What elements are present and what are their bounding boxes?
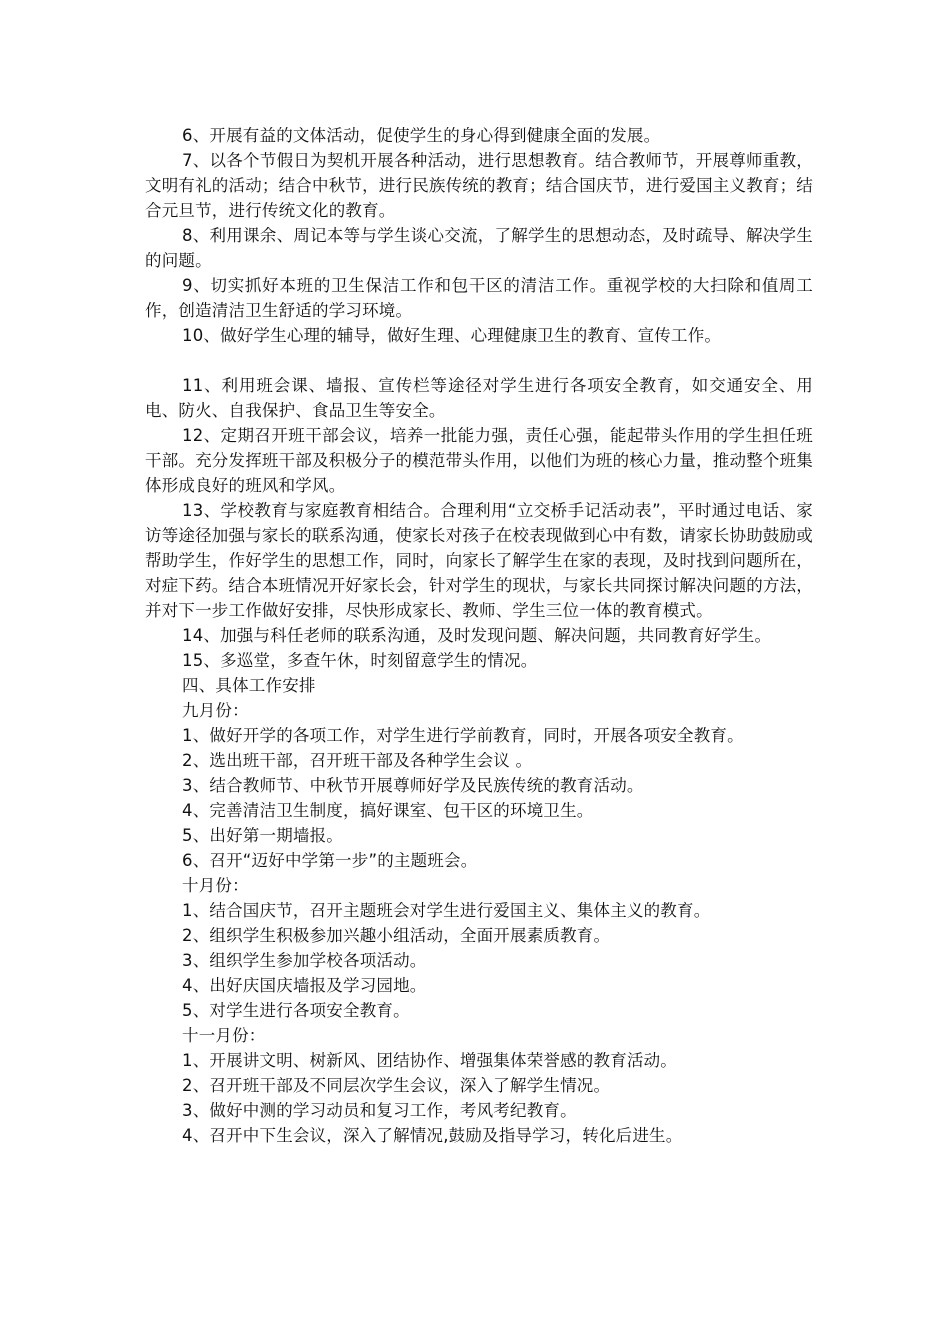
section-heading: 四、具体工作安排	[182, 676, 316, 695]
november-item-2: 2、召开班干部及不同层次学生会议，深入了解学生情况。	[182, 1076, 611, 1095]
october-item-4: 4、出好庆国庆墙报及学习园地。	[182, 976, 427, 995]
paragraph-item-7: 7、以各个节假日为契机开展各种活动，进行思想教育。结合教师节，开展尊师重教，文明有礼的活动；结合中秋节，进行民族传统的教育；结合国庆节，进行爱国主义教育；结合元旦节，进行传统文化的教育。	[145, 151, 813, 220]
paragraph-item-9: 9、切实抓好本班的卫生保洁工作和包干区的清洁工作。重视学校的大扫除和值周工作，创造清洁卫生舒适的学习环境。	[145, 276, 813, 320]
blank-line	[145, 348, 813, 373]
november-item-1: 1、开展讲文明、树新风、团结协作、增强集体荣誉感的教育活动。	[182, 1051, 677, 1070]
september-item-3: 3、结合教师节、中秋节开展尊师好学及民族传统的教育活动。	[182, 776, 644, 795]
october-item-5: 5、对学生进行各项安全教育。	[182, 1001, 410, 1020]
paragraph-item-6: 6、开展有益的文体活动，促使学生的身心得到健康全面的发展。	[182, 126, 661, 145]
paragraph-item-8: 8、利用课余、周记本等与学生谈心交流，了解学生的思想动态，及时疏导、解决学生的问题。	[145, 226, 813, 270]
month-heading-november: 十一月份：	[182, 1026, 266, 1045]
september-item-6: 6、召开“迈好中学第一步”的主题班会。	[182, 851, 478, 870]
september-item-1: 1、做好开学的各项工作，对学生进行学前教育，同时，开展各项安全教育。	[182, 726, 744, 745]
paragraph-item-14: 14、加强与科任老师的联系沟通，及时发现问题、解决问题，共同教育好学生。	[182, 626, 772, 645]
month-heading-september: 九月份：	[182, 701, 249, 720]
october-item-1: 1、结合国庆节，召开主题班会对学生进行爱国主义、集体主义的教育。	[182, 901, 711, 920]
november-item-4: 4、召开中下生会议，深入了解情况,鼓励及指导学习，转化后进生。	[182, 1126, 683, 1145]
september-item-2: 2、选出班干部，召开班干部及各种学生会议 。	[182, 751, 533, 770]
paragraph-item-11: 11、利用班会课、墙报、宣传栏等途径对学生进行各项安全教育，如交通安全、用电、防火、自我保护、食品卫生等安全。	[145, 376, 813, 420]
september-item-5: 5、出好第一期墙报。	[182, 826, 343, 845]
november-item-3: 3、做好中测的学习动员和复习工作，考风考纪教育。	[182, 1101, 577, 1120]
paragraph-item-15: 15、多巡堂，多查午休，时刻留意学生的情况。	[182, 651, 538, 670]
paragraph-item-10: 10、做好学生心理的辅导，做好生理、心理健康卫生的教育、宣传工作。	[182, 326, 722, 345]
paragraph-item-13: 13、学校教育与家庭教育相结合。合理利用“立交桥手记活动表”，平时通过电话、家访等途径加强与家长的联系沟通，使家长对孩子在校表现做到心中有数，请家长协助鼓励或帮助学生，作好学生的思想工作，同时，向家长了解学生在家的表现，及时找到问题所在，对症下药。结合本班情况开好家长会，针对学生的现状，与家长共同探讨解决问题的方法，并对下一步工作做好安排，尽快形成家长、教师、学生三位一体的教育模式。	[145, 501, 813, 620]
october-item-2: 2、组织学生积极参加兴趣小组活动，全面开展素质教育。	[182, 926, 611, 945]
document-body	[145, 123, 813, 1148]
paragraph-item-12: 12、定期召开班干部会议，培养一批能力强，责任心强，能起带头作用的学生担任班干部。充分发挥班干部及积极分子的模范带头作用，以他们为班的核心力量，推动整个班集体形成良好的班风和学风。	[145, 426, 813, 495]
october-item-3: 3、组织学生参加学校各项活动。	[182, 951, 427, 970]
september-item-4: 4、完善清洁卫生制度，搞好课室、包干区的环境卫生。	[182, 801, 594, 820]
month-heading-october: 十月份：	[182, 876, 249, 895]
